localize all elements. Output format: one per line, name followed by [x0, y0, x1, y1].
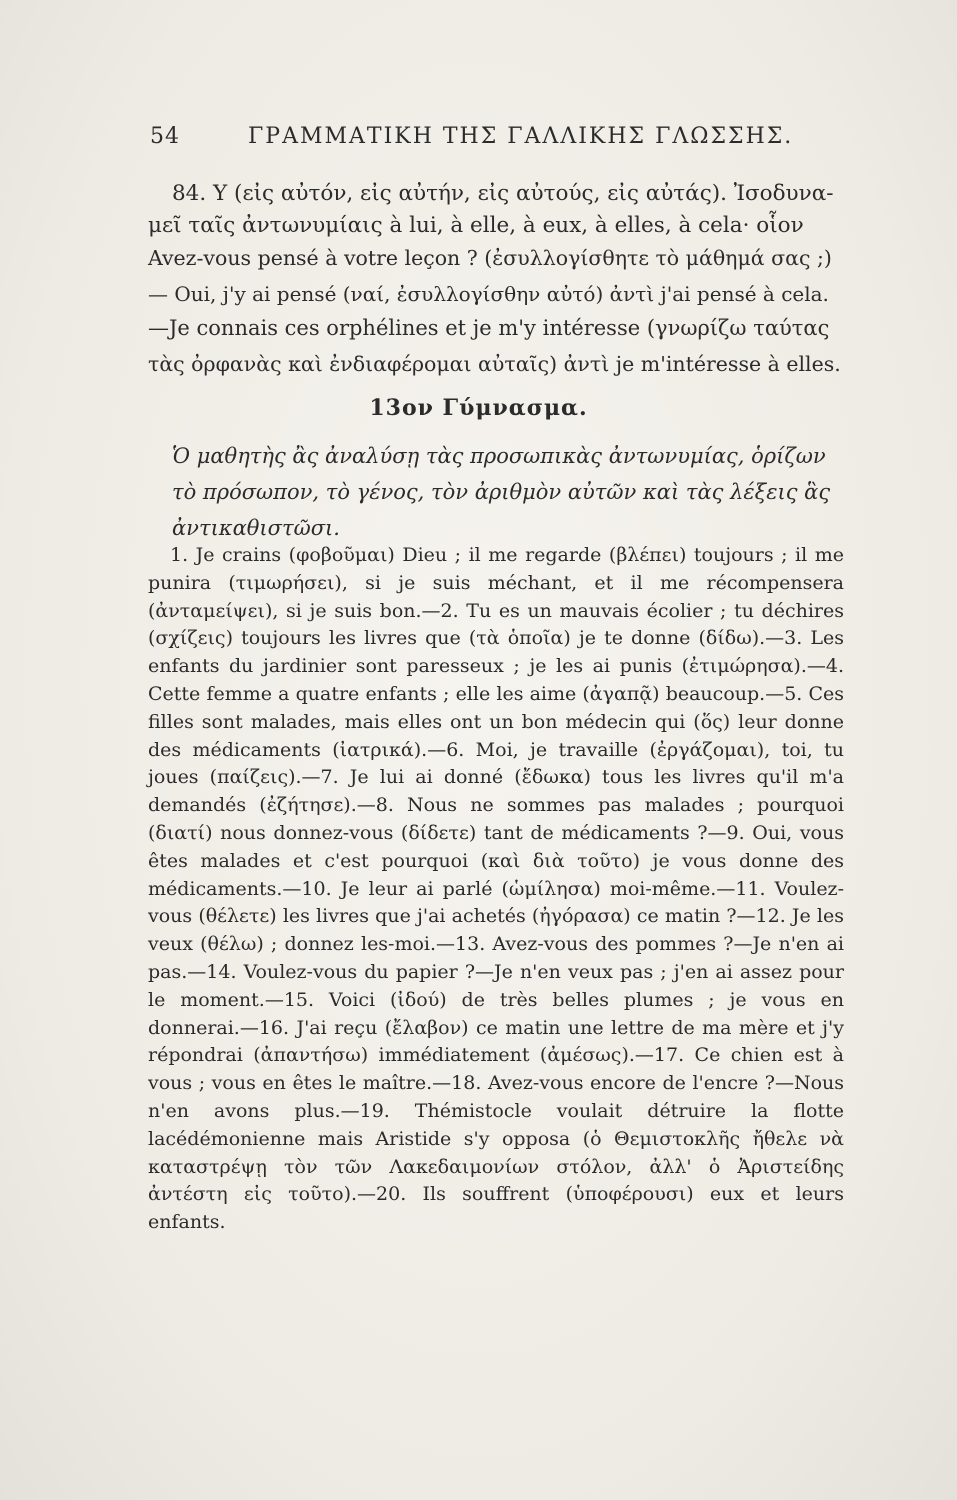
text-line: 84. Y (εἰς αὐτόν, εἰς αὐτήν, εἰς αὐτούς, εἰς αὐτάς). Ἰσοδυνα- [172, 181, 834, 206]
text-line: —Je connais ces orphélines et je m'y intéresse (γνωρίζω ταύτας [148, 316, 830, 340]
text-line: μεῖ ταῖς ἀντωνυμίαις à lui, à elle, à eux, à elles, à cela· οἷον [148, 213, 804, 238]
exercise-instructions: Ὁ μαθητὴς ἂς ἀναλύσῃ τὰς προσωπικὰς ἀντωνυμίας, ὁρίζων τὸ πρόσωπον, τὸ γένος, τὸν ἀριθμὸν αὐτῶν καὶ τὰς λέξεις ἃς ἀντικαθιστῶσι. [172, 444, 831, 540]
text-line: — Oui, j'y ai pensé (ναί, ἐσυλλογίσθην αὐτό) ἀντὶ j'ai pensé à cela. [148, 282, 829, 306]
text-line: Avez-vous pensé à votre leçon ? (ἐσυλλογίσθητε τὸ μάθημά σας ;) [148, 246, 832, 270]
exercise-heading: 13ον Γύμνασμα. [369, 395, 588, 421]
text-line: τὰς ὀρφανὰς καὶ ἐνδιαφέρομαι αὐταῖς) ἀντὶ je m'intéresse à elles. [148, 352, 841, 376]
exercise-text: 1. Je crains (φοβοῦμαι) Dieu ; il me regarde (βλέπει) toujours ; il me punira (τιμωρήσει), si je suis méchant, et il me récompensera (ἀνταμείψει), si je suis bon.—2. Tu es un mauvais écolier ; tu déchires (σχίζεις) toujours les livres que (τὰ ὁποῖα) je te donne (δίδω).—3. Les enfants du jardinier sont paresseux ; je les ai punis (ἐτιμώρησα).—4. Cette femme a quatre enfants ; elle les aime (ἀγαπᾷ) beaucoup.—5. Ces filles sont malades, mais elles ont un bon médecin qui (ὅς) leur donne des médicaments (ἰατρικά).—6. Moi, je travaille (ἐργάζομαι), toi, tu joues (παίζεις).—7. Je lui ai donné (ἔδωκα) tous les livres qu'il m'a demandés (ἐζήτησε).—8. Nous ne sommes pas malades ; pourquoi (διατί) nous donnez-vous (δίδετε) tant de médicaments ?—9. Oui, vous êtes malades et c'est pourquoi (καὶ διὰ τοῦτο) je vous donne des médicaments.—10. Je leur ai parlé (ὡμίλησα) moi-même.—11. Voulez-vous (θέλετε) les livres que j'ai achetés (ἠγόρασα) ce matin ?—12. Je les veux (θέλω) ; donnez les-moi.—13. Avez-vous des pommes ?—Je n'en ai pas.—14. Voulez-vous du papier ?—Je n'en veux pas ; j'en ai assez pour le moment.—15. Voici (ἰδού) de très belles plumes ; je vous en donnerai.—16. J'ai reçu (ἔλαβον) ce matin une lettre de ma mère et j'y répondrai (ἀπαντήσω) immédiatement (ἀμέσως).—17. Ce chien est à vous ; vous en êtes le maître.—18. Avez-vous encore de l'encre ?—Nous n'en avons plus.—19. Thémistocle voulait détruire la flotte lacédémonienne mais Aristide s'y opposa (ὁ Θεμιστοκλῆς ἤθελε νὰ καταστρέψῃ τὸν τῶν Λακεδαιμονίων στόλον, ἀλλ' ὁ Ἀριστείδης ἀντέστη εἰς τοῦτο).—20. Ils souffrent (ὑποφέρουσι) eux et leurs enfants. [148, 544, 844, 1234]
page-number: 54 [150, 124, 180, 149]
running-title: ΓΡΑΜΜΑΤΙΚΗ ΤΗΣ ΓΑΛΛΙΚΗΣ ΓΛΩΣΣΗΣ. [248, 124, 794, 149]
exercise-body [148, 542, 844, 1237]
